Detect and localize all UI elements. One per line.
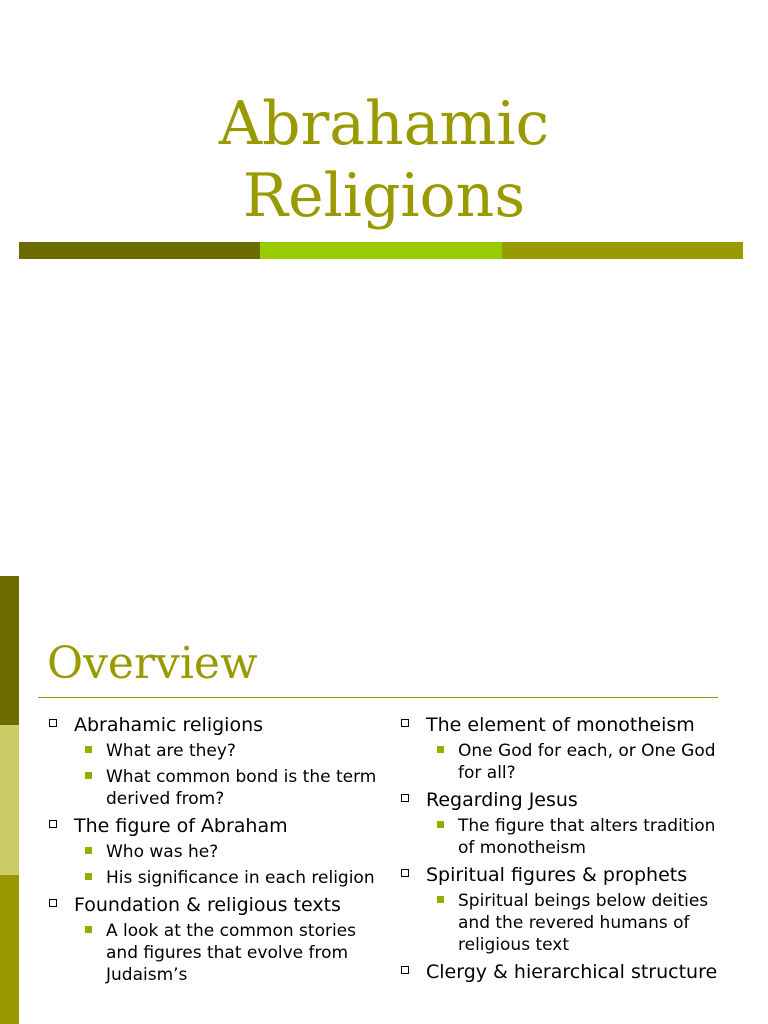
- bullet-text: Spiritual figures & prophets: [426, 864, 688, 886]
- filled-square-bullet-icon: [437, 746, 444, 753]
- divider-segment-olive: [502, 242, 743, 259]
- sub-bullet-list: [426, 740, 729, 784]
- filled-square-bullet-icon: [437, 896, 444, 903]
- hollow-square-bullet-icon: [401, 966, 409, 974]
- sidebar-color-strip: [0, 576, 19, 1024]
- left-bullet-column: [47, 713, 382, 990]
- right-bullet-column: [399, 713, 729, 988]
- bullet-item: [399, 713, 729, 784]
- sub-bullet-text: Spiritual beings below deities and the revered humans of religious text: [458, 891, 709, 955]
- bullet-item: [399, 960, 729, 984]
- sub-bullet-list: [74, 841, 382, 889]
- sub-bullet-item: [74, 867, 382, 889]
- sub-bullet-text: Who was he?: [106, 842, 219, 862]
- bullet-text: The figure of Abraham: [74, 815, 288, 837]
- title-line-1: Abrahamic: [218, 89, 550, 159]
- title-underline: [38, 697, 718, 698]
- sub-bullet-item: [426, 890, 729, 956]
- sub-bullet-list: [426, 890, 729, 956]
- bullet-text: The element of monotheism: [426, 714, 695, 736]
- bullet-list-right: [399, 713, 729, 984]
- hollow-square-bullet-icon: [49, 899, 57, 907]
- filled-square-bullet-icon: [85, 746, 92, 753]
- sub-bullet-item: [74, 766, 382, 810]
- bullet-item: [47, 814, 382, 889]
- tricolor-divider-bar: [19, 242, 743, 259]
- bullet-text: Abrahamic religions: [74, 714, 264, 736]
- bullet-text: Foundation & religious texts: [74, 894, 341, 916]
- bullet-item: [47, 893, 382, 986]
- filled-square-bullet-icon: [85, 847, 92, 854]
- sub-bullet-text: His significance in each religion: [106, 868, 375, 888]
- bullet-item: [399, 788, 729, 859]
- sub-bullet-item: [74, 740, 382, 762]
- bullet-text: Clergy & hierarchical structure: [426, 961, 718, 983]
- sub-bullet-item: [426, 740, 729, 784]
- sub-bullet-list: [426, 815, 729, 859]
- sidebar-segment-light: [0, 725, 19, 874]
- sidebar-segment-olive: [0, 875, 19, 1024]
- sub-bullet-list: [74, 920, 382, 986]
- hollow-square-bullet-icon: [401, 869, 409, 877]
- title-line-2: Religions: [242, 161, 526, 231]
- overview-slide: [0, 576, 768, 1024]
- sub-bullet-item: [426, 815, 729, 859]
- sidebar-segment-dark: [0, 576, 19, 725]
- filled-square-bullet-icon: [85, 772, 92, 779]
- slide-title: [0, 88, 768, 232]
- sub-bullet-text: The figure that alters tradition of monotheism: [458, 816, 716, 858]
- filled-square-bullet-icon: [85, 926, 92, 933]
- slide-title: Overview: [47, 638, 258, 689]
- bullet-item: [399, 863, 729, 956]
- bullet-list-left: [47, 713, 382, 986]
- divider-segment-green: [260, 242, 501, 259]
- hollow-square-bullet-icon: [401, 794, 409, 802]
- hollow-square-bullet-icon: [49, 820, 57, 828]
- hollow-square-bullet-icon: [49, 719, 57, 727]
- divider-segment-dark: [19, 242, 260, 259]
- sub-bullet-text: One God for each, or One God for all?: [458, 741, 716, 783]
- sub-bullet-text: A look at the common stories and figures that evolve from Judaism’s: [106, 921, 356, 985]
- hollow-square-bullet-icon: [401, 719, 409, 727]
- filled-square-bullet-icon: [85, 873, 92, 880]
- sub-bullet-text: What common bond is the term derived from?: [106, 767, 377, 809]
- sub-bullet-text: What are they?: [106, 741, 236, 761]
- bullet-text: Regarding Jesus: [426, 789, 578, 811]
- sub-bullet-item: [74, 920, 382, 986]
- bullet-item: [47, 713, 382, 810]
- filled-square-bullet-icon: [437, 821, 444, 828]
- sub-bullet-item: [74, 841, 382, 863]
- sub-bullet-list: [74, 740, 382, 810]
